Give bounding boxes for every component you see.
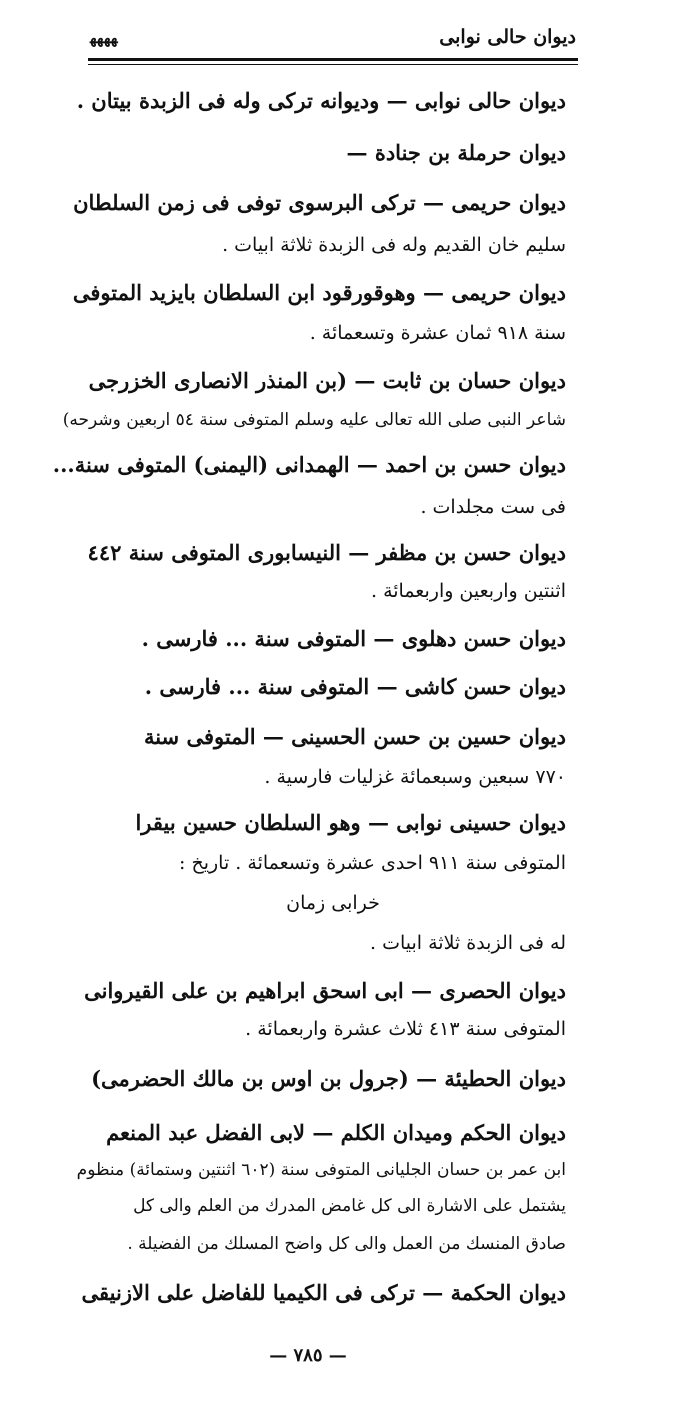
entry-line: ديوان حالى نوابى — وديوانه تركى وله فى الزبدة بيتان . [76, 88, 566, 113]
entry-line: ديوان الحطيئة — (جرول بن اوس بن مالك الحضرمى) [91, 1066, 566, 1091]
page-number: — ٧٨٥ — [269, 1345, 347, 1366]
entry-line: ديوان حسينى نوابى — وهو السلطان حسين بيقرا [135, 810, 566, 835]
entry-line: ديوان حسن بن احمد — الهمدانى (اليمنى) المتوفى سنة... [52, 452, 566, 477]
text-line: يشتمل على الاشارة الى كل غامض المدرك من العلم والى كل [133, 1196, 566, 1216]
running-head [90, 26, 576, 56]
text-line: المتوفى سنة ٤١٣ ثلاث عشرة واربعمائة . [245, 1018, 566, 1040]
running-head-title: ديوان حالى نوابى [439, 26, 576, 48]
entry-line: ديوان حريمى — تركى البرسوى توفى فى زمن السلطان [73, 190, 566, 215]
entry-line: ديوان حسين بن حسن الحسينى — المتوفى سنة [143, 724, 566, 749]
entry-line: ديوان الحصرى — ابى اسحق ابراهيم بن على القيروانى [84, 978, 566, 1003]
entry-line: ديوان حسن بن مظفر — النيسابورى المتوفى سنة ٤٤٢ [87, 540, 566, 565]
text-line: ابن عمر بن حسان الجليانى المتوفى سنة (٦٠٢ اثنتين وستمائة) منظوم [76, 1160, 566, 1180]
entry-line: ديوان حسن كاشى — المتوفى سنة ... فارسى . [144, 674, 566, 699]
entry-line: ديوان حسان بن ثابت — (بن المنذر الانصارى الخزرجى [88, 368, 566, 393]
text-line: سنة ٩١٨ ثمان عشرة وتسعمائة . [309, 322, 566, 344]
text-line: سليم خان القديم وله فى الزبدة ثلاثة ابيات . [222, 234, 566, 256]
text-line: ٧٧٠ سبعين وسبعمائة غزليات فارسية . [264, 766, 566, 788]
entry-line: ديوان الحكمة — تركى فى الكيميا للفاضل على الازنيقى [81, 1280, 566, 1305]
entry-line: ديوان الحكم وميدان الكلم — لابى الفضل عبد المنعم [106, 1120, 566, 1145]
entry-line: ديوان حسن دهلوى — المتوفى سنة ... فارسى . [141, 626, 566, 651]
chronogram-line: خرابى زمان [286, 892, 380, 914]
text-line: له فى الزبدة ثلاثة ابيات . [370, 932, 566, 954]
entry-line: ديوان حرملة بن جنادة — [346, 140, 566, 165]
text-line: صادق المنسك من العمل والى كل واضح المسلك من الفضيلة . [127, 1234, 566, 1254]
entry-line: ديوان حريمى — وهوقورقود ابن السلطان بايزيد المتوفى [72, 280, 566, 305]
text-line: فى ست مجلدات . [420, 496, 566, 518]
running-head-mark: ﮭﮭﮭﮭ [90, 29, 118, 47]
text-line: المتوفى سنة ٩١١ احدى عشرة وتسعمائة . تاريخ : [179, 852, 566, 874]
header-rule [88, 58, 578, 65]
text-line: اثنتين واربعين واربعمائة . [370, 580, 566, 602]
text-line: شاعر النبى صلى الله تعالى عليه وسلم المتوفى سنة ٥٤ اربعين وشرحه) [62, 410, 566, 430]
